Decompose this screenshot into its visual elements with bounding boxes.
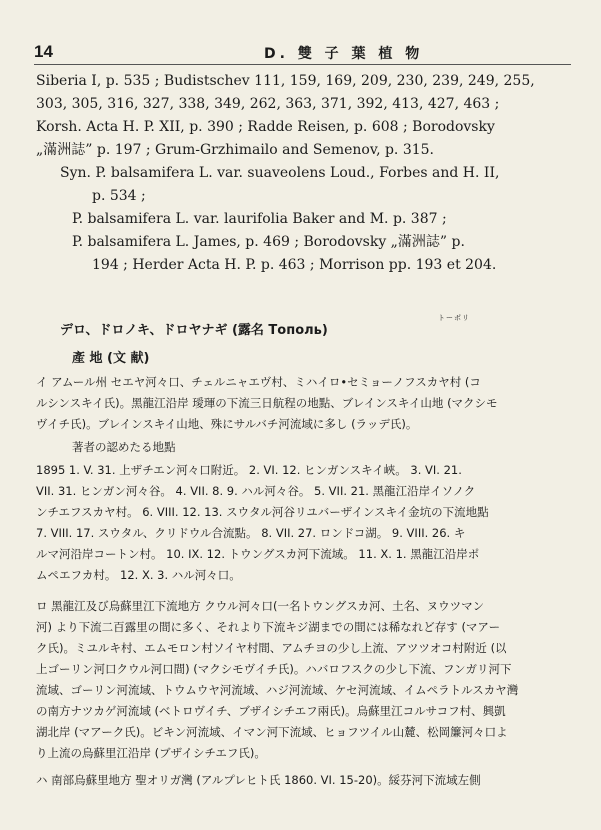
text-line: ルシンスキイ氏)。黑龍江沿岸 璦琿の下流三日航程の地點、ブレインスキイ山地 (マクシモ xyxy=(36,396,498,410)
text-line: ク氏)。ミユルキ村、エムモロン村ソイヤ村間、アムチヨの少し上流、アツツオコ村附近 (以 xyxy=(36,641,507,655)
ruby-reading: トーポリ xyxy=(438,314,470,322)
text-line: VII. 31. ヒンガン河々谷。 4. VII. 8. 9. ハル河々谷。 5. VII. 21. 黑龍江沿岸イソノク xyxy=(36,484,476,498)
text-line: 河) より下流二百露里の間に多く、それより下流キジ湖までの間には稀なれど存す (マアー xyxy=(36,620,501,634)
text-line: 7. VIII. 17. スウタル、クリドウル合流點。 8. VII. 27. ロンドコ湖。 9. VIII. 26. キ xyxy=(36,526,466,540)
text-line: Korsh. Acta H. P. XII, p. 390 ; Radde Reisen, p. 608 ; Borodovsky xyxy=(36,119,495,135)
synonym-line: 194 ; Herder Acta H. P. p. 463 ; Morrison pp. 193 et 204. xyxy=(92,257,497,273)
text-line: ンチエフスカヤ村。 6. VIII. 12. 13. スウタル河谷リユバーザインスキイ金坑の下流地點 xyxy=(36,505,489,519)
text-line: 303, 305, 316, 327, 338, 349, 262, 363, 371, 392, 413, 427, 463 ; xyxy=(36,96,500,112)
text-line: 上ゴーリン河口クウル河口間) (マクシモヴイチ氏)。ハバロフスクの少し下流、フンガリ河下 xyxy=(36,662,512,676)
page-number: 14 xyxy=(34,42,53,61)
text-line: イ アムール州 セエヤ河々口、チェルニャエヴ村、ミハイロ•セミョーノフスカヤ村 (コ xyxy=(36,375,481,389)
text-line: の南方ナツカゲ河流域 (ベトロヴイチ、ブザイシチエフ兩氏)。烏蘇里江コルサコフ村、興凱 xyxy=(36,704,506,718)
section-heading: 產 地 (文 献) xyxy=(72,351,150,366)
common-names-heading: デロ、ドロノキ、ドロヤナギ (露名 Тополь) xyxy=(60,323,328,338)
synonym-line: P. balsamifera L. James, p. 469 ; Borodovsky „滿洲誌” p. xyxy=(72,234,465,250)
synonym-line: P. balsamifera L. var. laurifolia Baker and M. p. 387 ; xyxy=(72,211,447,227)
synonym-line: Syn. P. balsamifera L. var. suaveolens Loud., Forbes and H. II, xyxy=(60,165,500,181)
synonym-line: p. 534 ; xyxy=(92,188,146,204)
text-line: ハ 南部烏蘇里地方 聖オリガ灣 (アルプレヒト氏 1860. VI. 15-20)。綏芬河下流域左側 xyxy=(36,773,481,787)
text-line: „滿洲誌” p. 197 ; Grum-Grzhimailo and Semenov, p. 315. xyxy=(36,142,435,158)
text-line: ヴイチ氏)。ブレインスキイ山地、殊にサルバチ河流域に多し (ラッデ氏)。 xyxy=(36,417,418,431)
text-line: 湖北岸 (マアーク氏)。ビキン河流域、イマン河下流域、ヒョフツイル山麓、松岡簾河々口よ xyxy=(36,725,508,739)
page-header xyxy=(34,42,571,65)
subheading: 著者の認めたる地點 xyxy=(72,440,176,454)
text-line: り上流の烏蘇里江沿岸 (ブザイシチエフ氏)。 xyxy=(36,746,266,760)
text-line: ルマ河沿岸コートン村。 10. IX. 12. トウングスカ河下流域。 11. X. 1. 黑龍江沿岸ポ xyxy=(36,547,480,561)
text-line: 流域、ゴーリン河流域、トウムウヤ河流域、ハジ河流域、ケセ河流域、イムペラトルスカヤ灣 xyxy=(36,683,519,697)
running-title: D. 雙 子 葉 植 物 xyxy=(264,46,424,62)
text-line: Siberia I, p. 535 ; Budistschev 111, 159, 169, 209, 230, 239, 249, 255, xyxy=(36,73,535,89)
text-line: ムペエフカ村。 12. X. 3. ハル河々口。 xyxy=(36,568,241,582)
text-line: ロ 黑龍江及び烏蘇里江下流地方 クウル河々口(一名トウングスカ河、土名、ヌウツマン xyxy=(36,599,485,613)
text-line: 1895 1. V. 31. 上ザチエン河々口附近。 2. VI. 12. ヒンガンスキイ峽。 3. VI. 21. xyxy=(36,463,462,477)
